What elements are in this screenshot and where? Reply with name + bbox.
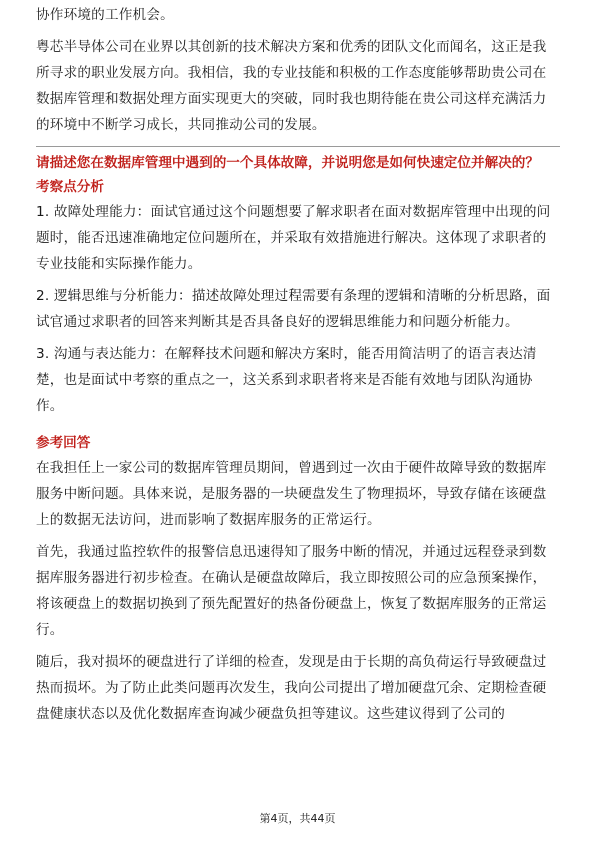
answer-title: 参考回答 <box>36 435 91 451</box>
intro-paragraph: 协作环境的工作机会。 <box>36 7 174 23</box>
analysis-title: 考察点分析 <box>36 179 104 195</box>
analysis-item: 3. 沟通与表达能力：在解释技术问题和解决方案时，能否用简洁明了的语言表达清楚，也是面试中考察的重点之一，这关系到求职者将来是否能有效地与团队沟通协作。 <box>36 346 537 414</box>
question-heading: 请描述您在数据库管理中遇到的一个具体故障，并说明您是如何快速定位并解决的？ <box>36 155 539 171</box>
answer-paragraph: 在我担任上一家公司的数据库管理员期间，曾遇到过一次由于硬件故障导致的数据库服务中断问题。具体来说，是服务器的一块硬盘发生了物理损坏，导致存储在该硬盘上的数据无法访问，进而影响了数据库服务的正常运行。 <box>36 460 547 528</box>
page-footer: 第4页，共44页 <box>259 812 336 825</box>
section-divider <box>36 146 560 147</box>
intro-paragraph: 粤芯半导体公司在业界以其创新的技术解决方案和优秀的团队文化而闻名，这正是我所寻求的职业发展方向。我相信，我的专业技能和积极的工作态度能够帮助贵公司在数据库管理和数据处理方面实现更大的突破，同时我也期待能在贵公司这样充满活力的环境中不断学习成长，共同推动公司的发展。 <box>36 39 547 133</box>
spacer <box>36 425 560 433</box>
answer-paragraph: 首先，我通过监控软件的报警信息迅速得知了服务中断的情况，并通过远程登录到数据库服务器进行初步检查。在确认是硬盘故障后，我立即按照公司的应急预案操作，将该硬盘上的数据切换到了预先配置好的热备份硬盘上，恢复了数据库服务的正常运行。 <box>36 544 547 638</box>
answer-paragraph: 随后，我对损坏的硬盘进行了详细的检查，发现是由于长期的高负荷运行导致硬盘过热而损坏。为了防止此类问题再次发生，我向公司提出了增加硬盘冗余、定期检查硬盘健康状态以及优化数据库查询减少硬盘负担等建议。这些建议得到了公司的 <box>36 654 547 722</box>
analysis-item: 2. 逻辑思维与分析能力：描述故障处理过程需要有条理的逻辑和清晰的分析思路，面试官通过求职者的回答来判断其是否具备良好的逻辑思维能力和问题分析能力。 <box>36 288 551 330</box>
page-content <box>36 2 560 733</box>
analysis-item: 1. 故障处理能力：面试官通过这个问题想要了解求职者在面对数据库管理中出现的问题时，能否迅速准确地定位问题所在，并采取有效措施进行解决。这体现了求职者的专业技能和实际操作能力。 <box>36 204 551 272</box>
